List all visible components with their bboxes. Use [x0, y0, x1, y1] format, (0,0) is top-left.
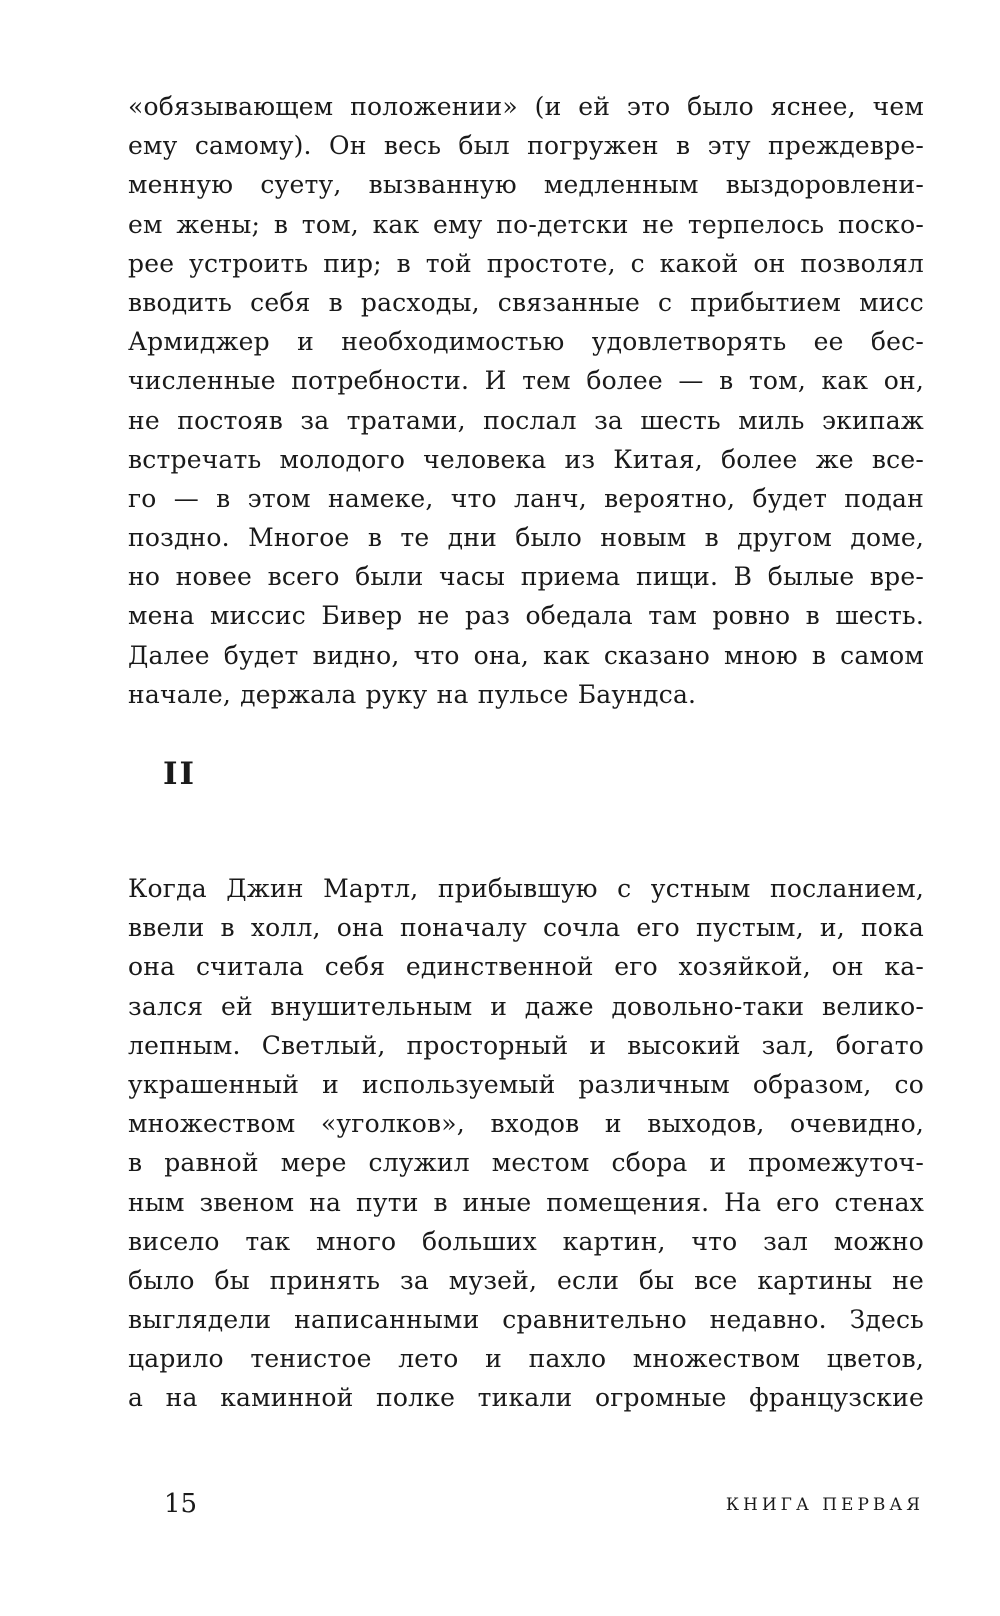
text-line: поздно. Многое в те дни было новым в другом доме, — [128, 523, 924, 553]
text-line: множеством «уголков», входов и выходов, очевидно, — [128, 1109, 924, 1139]
text-line: ввели в холл, она поначалу сочла его пустым, и, пока — [128, 913, 924, 943]
page-number: 15 — [164, 1489, 198, 1519]
text-line: Когда Джин Мартл, прибывшую с устным посланием, — [128, 874, 924, 903]
text-line: вводить себя в расходы, связанные с прибытием мисс — [128, 287, 924, 317]
text-line: царило тенистое лето и пахло множеством цветов, — [128, 1344, 924, 1374]
text-line: Армиджер и необходимостью удовлетворять ее бес- — [128, 327, 924, 357]
text-line: «обязывающем положении» (и ей это было яснее, чем — [128, 92, 924, 121]
text-line: но новее всего были часы приема пищи. В былые вре- — [128, 562, 924, 592]
text-line: ем жены; в том, как ему по-детски не терпелось поско- — [128, 209, 924, 239]
text-line: встречать молодого человека из Китая, более же все- — [128, 444, 924, 474]
text-line: было бы принять за музей, если бы все картины не — [128, 1265, 924, 1295]
text-line: лепным. Светлый, просторный и высокий зал, богато — [128, 1030, 924, 1060]
text-line: Далее будет видно, что она, как сказано мною в самом — [128, 640, 924, 670]
text-line: она считала себя единственной его хозяйкой, он ка- — [128, 952, 924, 982]
text-line: украшенный и используемый различным образом, со — [128, 1069, 924, 1099]
text-line: не постояв за тратами, послал за шесть миль экипаж — [128, 405, 924, 435]
paragraph-1 — [128, 87, 924, 714]
paragraph-2 — [128, 869, 924, 1418]
running-title: КНИГА ПЕРВАЯ — [725, 1495, 924, 1515]
text-line: ным звеном на пути в иные помещения. На его стенах — [128, 1187, 924, 1217]
text-line: численные потребности. И тем более — в том, как он, — [128, 366, 924, 396]
text-line: ему самому). Он весь был погружен в эту преждевре- — [128, 131, 924, 161]
text-line-last: начале, держала руку на пульсе Баундса. — [128, 679, 697, 709]
text-line: менную суету, вызванную медленным выздоровлени- — [128, 170, 924, 200]
text-line: висело так много больших картин, что зал можно — [128, 1226, 924, 1256]
text-line: в равной мере служил местом сбора и промежуточ- — [128, 1148, 924, 1178]
text-line: выглядели написанными сравнительно недавно. Здесь — [128, 1305, 924, 1335]
text-line: а на каминной полке тикали огромные французские — [128, 1383, 924, 1413]
text-line: рее устроить пир; в той простоте, с какой он позволял — [128, 248, 924, 278]
text-line: зался ей внушительным и даже довольно-таки велико- — [128, 991, 924, 1021]
text-line: мена миссис Бивер не раз обедала там ровно в шесть. — [128, 601, 924, 631]
text-line: го — в этом намеке, что ланч, вероятно, будет подан — [128, 483, 924, 513]
section-number: II — [163, 756, 197, 792]
